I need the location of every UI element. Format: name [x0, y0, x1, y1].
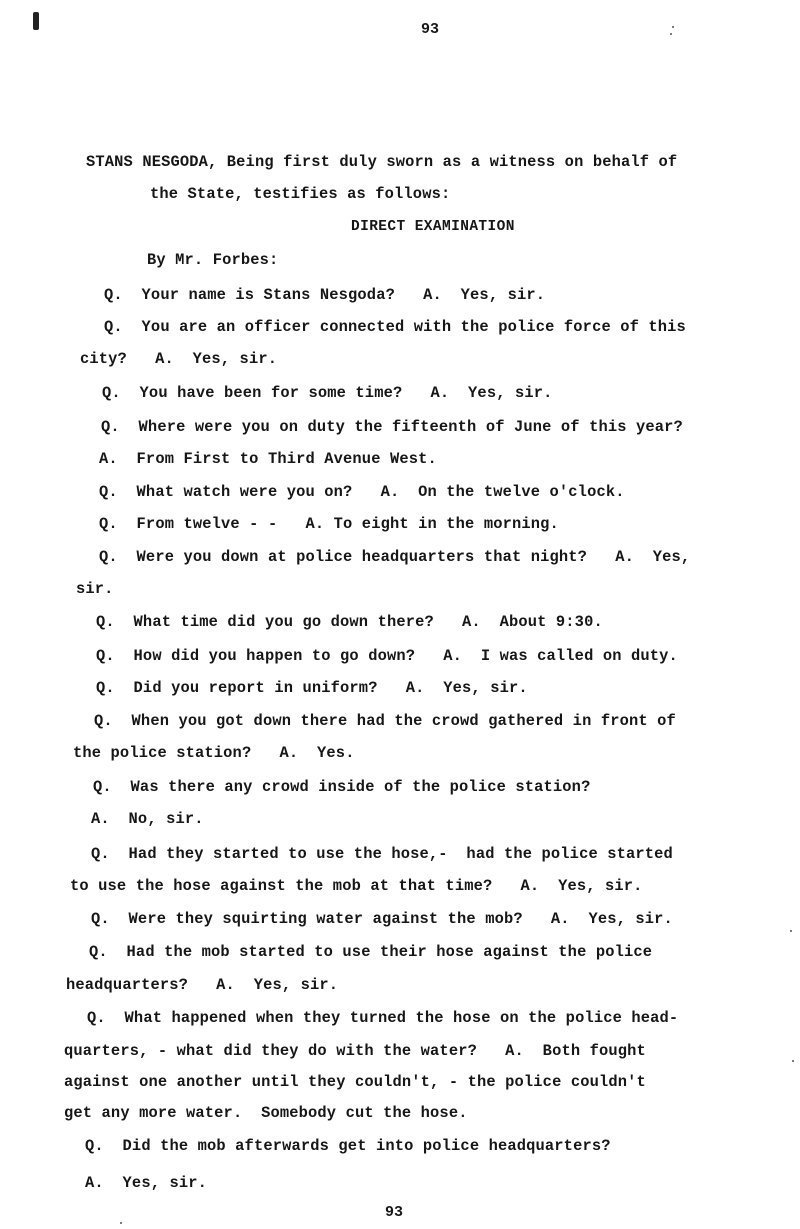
transcript-line: Q. When you got down there had the crowd gathered in front of [94, 712, 676, 730]
transcript-line: A. From First to Third Avenue West. [99, 450, 437, 468]
transcript-line: Q. Did the mob afterwards get into police headquarters? [85, 1137, 611, 1155]
page-number-bottom: 93 [385, 1204, 404, 1221]
transcript-line: Q. What watch were you on? A. On the twelve o'clock. [99, 483, 625, 501]
transcript-line: Q. Were you down at police headquarters that night? A. Yes, [99, 548, 691, 566]
transcript-line: A. Yes, sir. [85, 1174, 208, 1192]
transcript-line: Q. Had they started to use the hose,- had the police started [91, 845, 673, 863]
scan-speck [792, 1060, 794, 1062]
transcript-line: Q. You have been for some time? A. Yes, sir. [102, 384, 553, 402]
scan-speck [120, 1222, 122, 1224]
transcript-line: sir. [76, 580, 114, 598]
transcript-line: headquarters? A. Yes, sir. [66, 976, 339, 994]
transcript-line: Q. What happened when they turned the hose on the police head- [87, 1009, 679, 1027]
transcript-line: Q. Was there any crowd inside of the police station? [93, 778, 591, 796]
margin-mark [33, 12, 39, 30]
transcript-line: Q. From twelve - - A. To eight in the morning. [99, 515, 559, 533]
section-heading: DIRECT EXAMINATION [351, 219, 515, 235]
transcript-line: the police station? A. Yes. [73, 744, 355, 762]
transcript-line: Q. You are an officer connected with the police force of this [104, 318, 686, 336]
preamble-line-2: the State, testifies as follows: [150, 185, 451, 203]
scan-speck [670, 33, 672, 35]
transcript-line: A. No, sir. [91, 810, 204, 828]
transcript-line: Q. Where were you on duty the fifteenth of June of this year? [101, 418, 683, 436]
transcript-line: Q. Had the mob started to use their hose against the police [89, 943, 653, 961]
page-number-top: 93 [421, 21, 440, 38]
scan-speck [672, 26, 674, 28]
preamble-line-1: STANS NESGODA, Being first duly sworn as a witness on behalf of [86, 153, 678, 171]
transcript-line: Q. What time did you go down there? A. About 9:30. [96, 613, 603, 631]
transcript-line: Q. Your name is Stans Nesgoda? A. Yes, sir. [104, 286, 546, 304]
transcript-line: Q. Did you report in uniform? A. Yes, sir. [96, 679, 528, 697]
scan-speck [790, 930, 792, 932]
transcript-line: against one another until they couldn't, - the police couldn't [64, 1073, 646, 1091]
transcript-line: city? A. Yes, sir. [80, 350, 278, 368]
transcript-line: to use the hose against the mob at that time? A. Yes, sir. [70, 877, 643, 895]
transcript-line: Q. Were they squirting water against the mob? A. Yes, sir. [91, 910, 673, 928]
examiner-line: By Mr. Forbes: [147, 251, 279, 269]
transcript-line: get any more water. Somebody cut the hose. [64, 1104, 468, 1122]
transcript-line: quarters, - what did they do with the water? A. Both fought [64, 1042, 646, 1060]
transcript-line: Q. How did you happen to go down? A. I was called on duty. [96, 647, 678, 665]
